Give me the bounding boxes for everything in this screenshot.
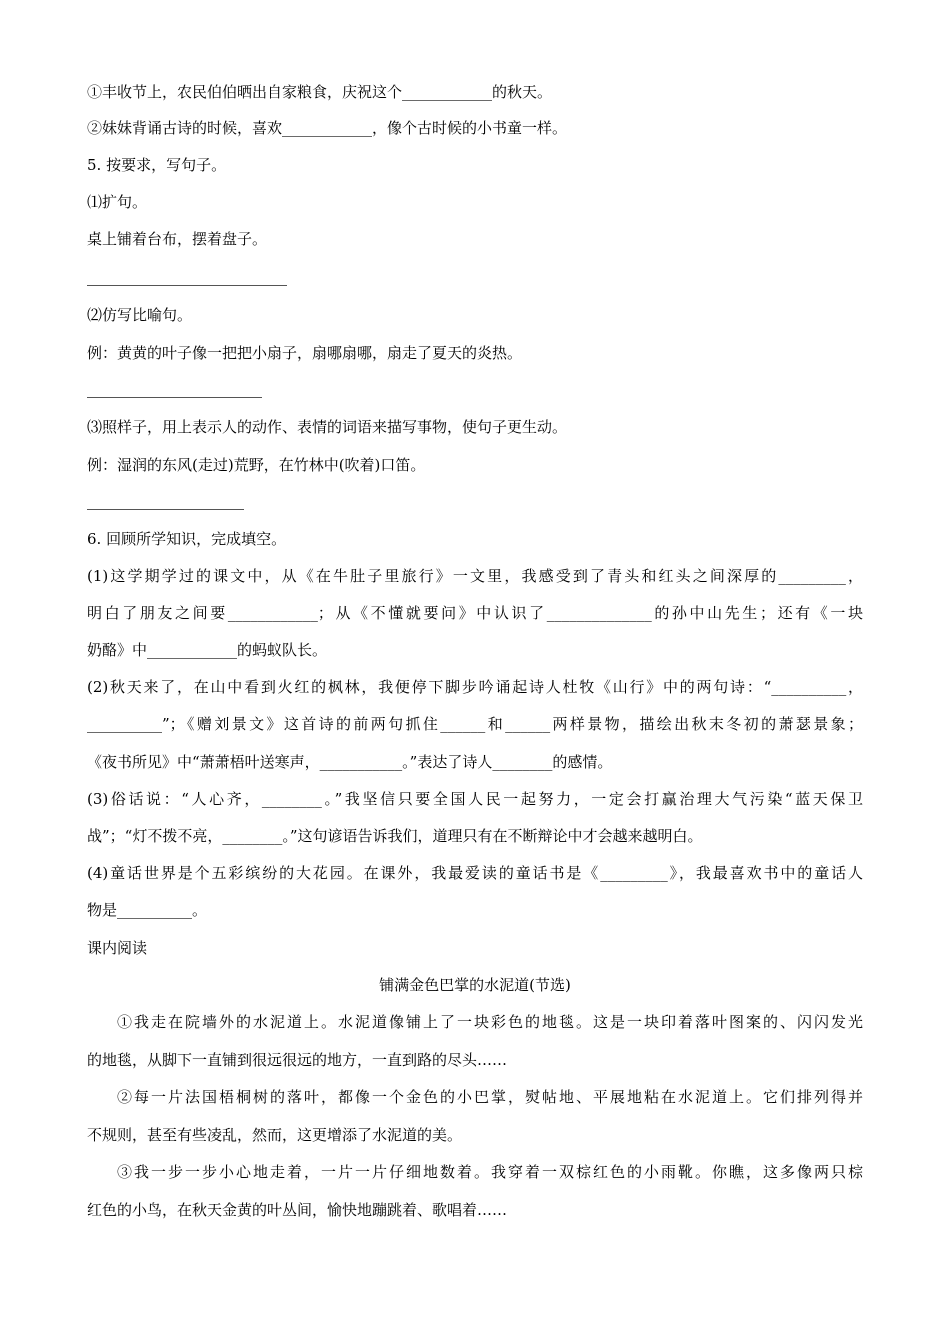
question-6-1-line-1: (1)这学期学过的课文中，从《在牛肚子里旅行》一文里，我感受到了青头和红头之间深厚的_________，	[87, 567, 863, 585]
question-5-3-label: ⑶照样子，用上表示人的动作、表情的词语来描写事物，使句子更生动。	[87, 418, 568, 436]
question-6-4-line-2: 物是__________。	[87, 901, 208, 919]
reading-section-heading: 课内阅读	[87, 939, 148, 957]
passage-paragraph-2-line-1: ②每一片法国梧桐树的落叶，都像一个金色的小巴掌，熨帖地、平展地粘在水泥道上。它们排列得并	[117, 1088, 863, 1106]
fill-blank-sister: ②妹妹背诵古诗的时候，喜欢____________，像个古时候的小书童一样。	[87, 119, 568, 137]
answer-line-5-3	[87, 509, 244, 510]
question-6-2-line-1: (2)秋天来了，在山中看到火红的枫林，我便停下脚步吟诵起诗人杜牧《山行》中的两句诗：“__________，	[87, 678, 863, 696]
question-6-1-line-2: 明白了朋友之间要____________；从《不懂就要问》中认识了______________的孙中山先生；还有《一块	[87, 604, 863, 622]
answer-line-5-2	[87, 397, 262, 398]
question-5-heading: 5. 按要求，写句子。	[87, 156, 227, 174]
question-6-3-line-2: 战”；“灯不拨不亮，________。”这句谚语告诉我们，道理只有在不断辩论中才会越来越明白。	[87, 827, 703, 845]
fill-blank-harvest: ①丰收节上，农民伯伯晒出自家粮食，庆祝这个____________的秋天。	[87, 83, 553, 101]
question-5-1-sentence: 桌上铺着台布，摆着盘子。	[87, 230, 268, 248]
question-6-heading: 6. 回顾所学知识，完成填空。	[87, 530, 287, 548]
question-6-2-line-2: __________”；《赠刘景文》这首诗的前两句抓住______和______两样景物，描绘出秋末冬初的萧瑟景象；	[87, 715, 863, 733]
passage-paragraph-3-line-1: ③我一步一步小心地走着，一片一片仔细地数着。我穿着一双棕红色的小雨靴。你瞧，这多像两只棕	[117, 1163, 863, 1181]
question-6-2-line-3: 《夜书所见》中“萧萧梧叶送寒声，___________。”表达了诗人________的感情。	[87, 753, 613, 771]
question-6-3-line-1: (3)俗话说：“人心齐，________。”我坚信只要全国人民一起努力，一定会打赢治理大气污染“蓝天保卫	[87, 790, 863, 808]
question-6-1-line-3: 奶酪》中____________的蚂蚁队长。	[87, 641, 328, 659]
question-6-4-line-1: (4)童话世界是个五彩缤纷的大花园。在课外，我最爱读的童话书是《_________》，我最喜欢书中的童话人	[87, 864, 863, 882]
answer-line-5-1	[87, 285, 287, 286]
question-5-2-example: 例：黄黄的叶子像一把把小扇子，扇哪扇哪，扇走了夏天的炎热。	[87, 344, 523, 362]
passage-paragraph-1-line-1: ①我走在院墙外的水泥道上。水泥道像铺上了一块彩色的地毯。这是一块印着落叶图案的、闪闪发光	[117, 1013, 863, 1031]
passage-paragraph-1-line-2: 的地毯，从脚下一直铺到很远很远的地方，一直到路的尽头……	[87, 1051, 508, 1069]
question-5-2-label: ⑵仿写比喻句。	[87, 306, 193, 324]
passage-paragraph-3-line-2: 红色的小鸟，在秋天金黄的叶丛间，愉快地蹦跳着、歌唱着……	[87, 1201, 508, 1219]
question-5-1-label: ⑴扩句。	[87, 193, 148, 211]
question-5-3-example: 例：湿润的东风(走过)荒野，在竹林中(吹着)口笛。	[87, 456, 426, 474]
passage-paragraph-2-line-2: 不规则，甚至有些凌乱，然而，这更增添了水泥道的美。	[87, 1126, 463, 1144]
passage-title: 铺满金色巴掌的水泥道(节选)	[379, 976, 571, 994]
